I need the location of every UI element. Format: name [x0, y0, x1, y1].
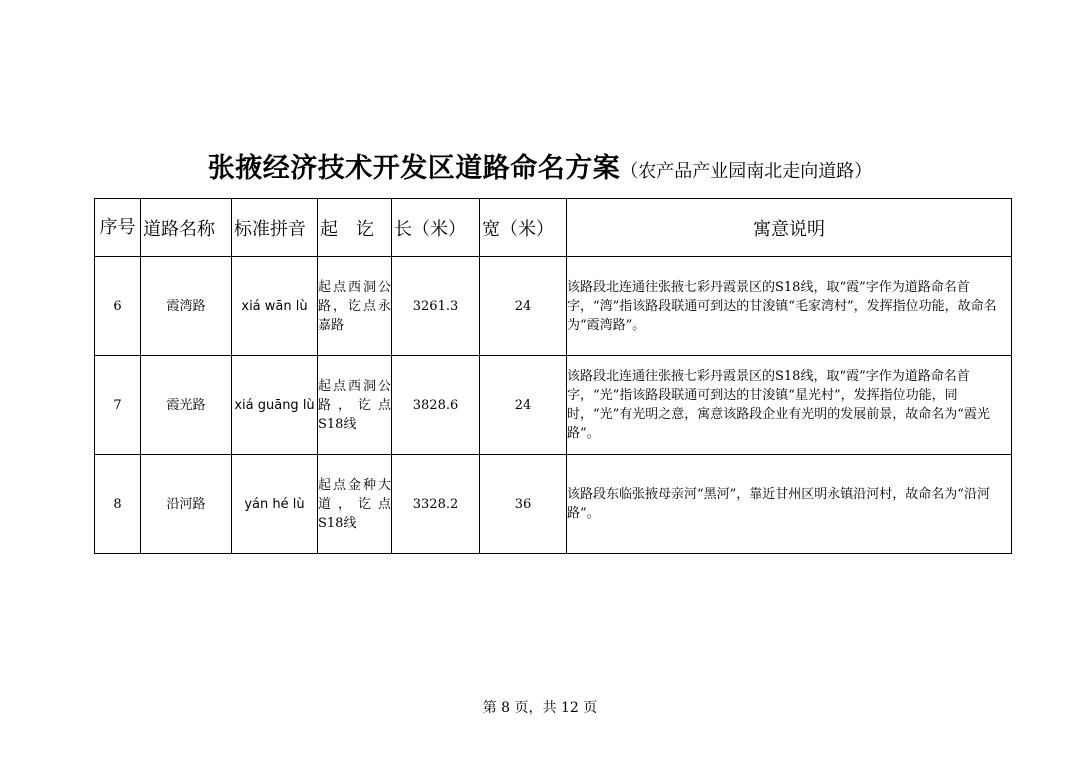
- cell-seq: 6: [95, 257, 141, 356]
- cell-meaning: 该路段北连通往张掖七彩丹霞景区的S18线，取“霞”字作为道路命名首字，“湾”指该路段联通可到达的甘浚镇“毛家湾村”，发挥指位功能，故命名为“霞湾路”。: [567, 257, 1012, 356]
- cell-length: 3261.3: [392, 257, 480, 356]
- cell-length: 3828.6: [392, 356, 480, 455]
- cell-road-name: 沿河路: [141, 455, 232, 554]
- document-title-main: 张掖经济技术开发区道路命名方案: [207, 153, 621, 184]
- cell-width: 24: [480, 356, 567, 455]
- cell-start-end: 起点西洞公路，讫点S18线: [318, 356, 392, 455]
- cell-width: 24: [480, 257, 567, 356]
- cell-seq: 8: [95, 455, 141, 554]
- cell-meaning: 该路段北连通往张掖七彩丹霞景区的S18线，取“霞”字作为道路命名首字，“光”指该路段联通可到达的甘浚镇“星光村”，发挥指位功能，同时，“光”有光明之意，寓意该路段企业有光明的发展前景，故命名为“霞光路”。: [567, 356, 1012, 455]
- cell-length: 3328.2: [392, 455, 480, 554]
- header-length: 长（米）: [392, 199, 480, 257]
- header-start-end: 起 讫: [318, 199, 392, 257]
- cell-meaning: 该路段东临张掖母亲河“黑河”，靠近甘州区明永镇沿河村，故命名为“沿河路”。: [567, 455, 1012, 554]
- cell-road-name: 霞湾路: [141, 257, 232, 356]
- cell-pinyin: xiá guāng lù: [232, 356, 318, 455]
- cell-start-end: 起点西洞公路，讫点永嘉路: [318, 257, 392, 356]
- page-number-footer: 第 8 页，共 12 页: [482, 700, 598, 716]
- road-naming-table: [94, 198, 1012, 554]
- cell-start-end: 起点金种大道，讫点S18线: [318, 455, 392, 554]
- header-seq: 序号: [95, 199, 141, 257]
- cell-width: 36: [480, 455, 567, 554]
- cell-pinyin: xiá wān lù: [232, 257, 318, 356]
- document-title: [0, 146, 1080, 185]
- cell-pinyin: yán hé lù: [232, 455, 318, 554]
- table-row: [95, 356, 1012, 455]
- cell-road-name: 霞光路: [141, 356, 232, 455]
- header-road-name: 道路名称: [141, 199, 232, 257]
- document-subtitle: （农产品产业园南北走向道路）: [620, 161, 873, 182]
- cell-seq: 7: [95, 356, 141, 455]
- header-meaning: 寓意说明: [567, 199, 1012, 257]
- header-width: 宽（米）: [480, 199, 567, 257]
- table-row: [95, 257, 1012, 356]
- table-header-row: [95, 199, 1012, 257]
- header-pinyin: 标准拼音: [232, 199, 318, 257]
- table-row: [95, 455, 1012, 554]
